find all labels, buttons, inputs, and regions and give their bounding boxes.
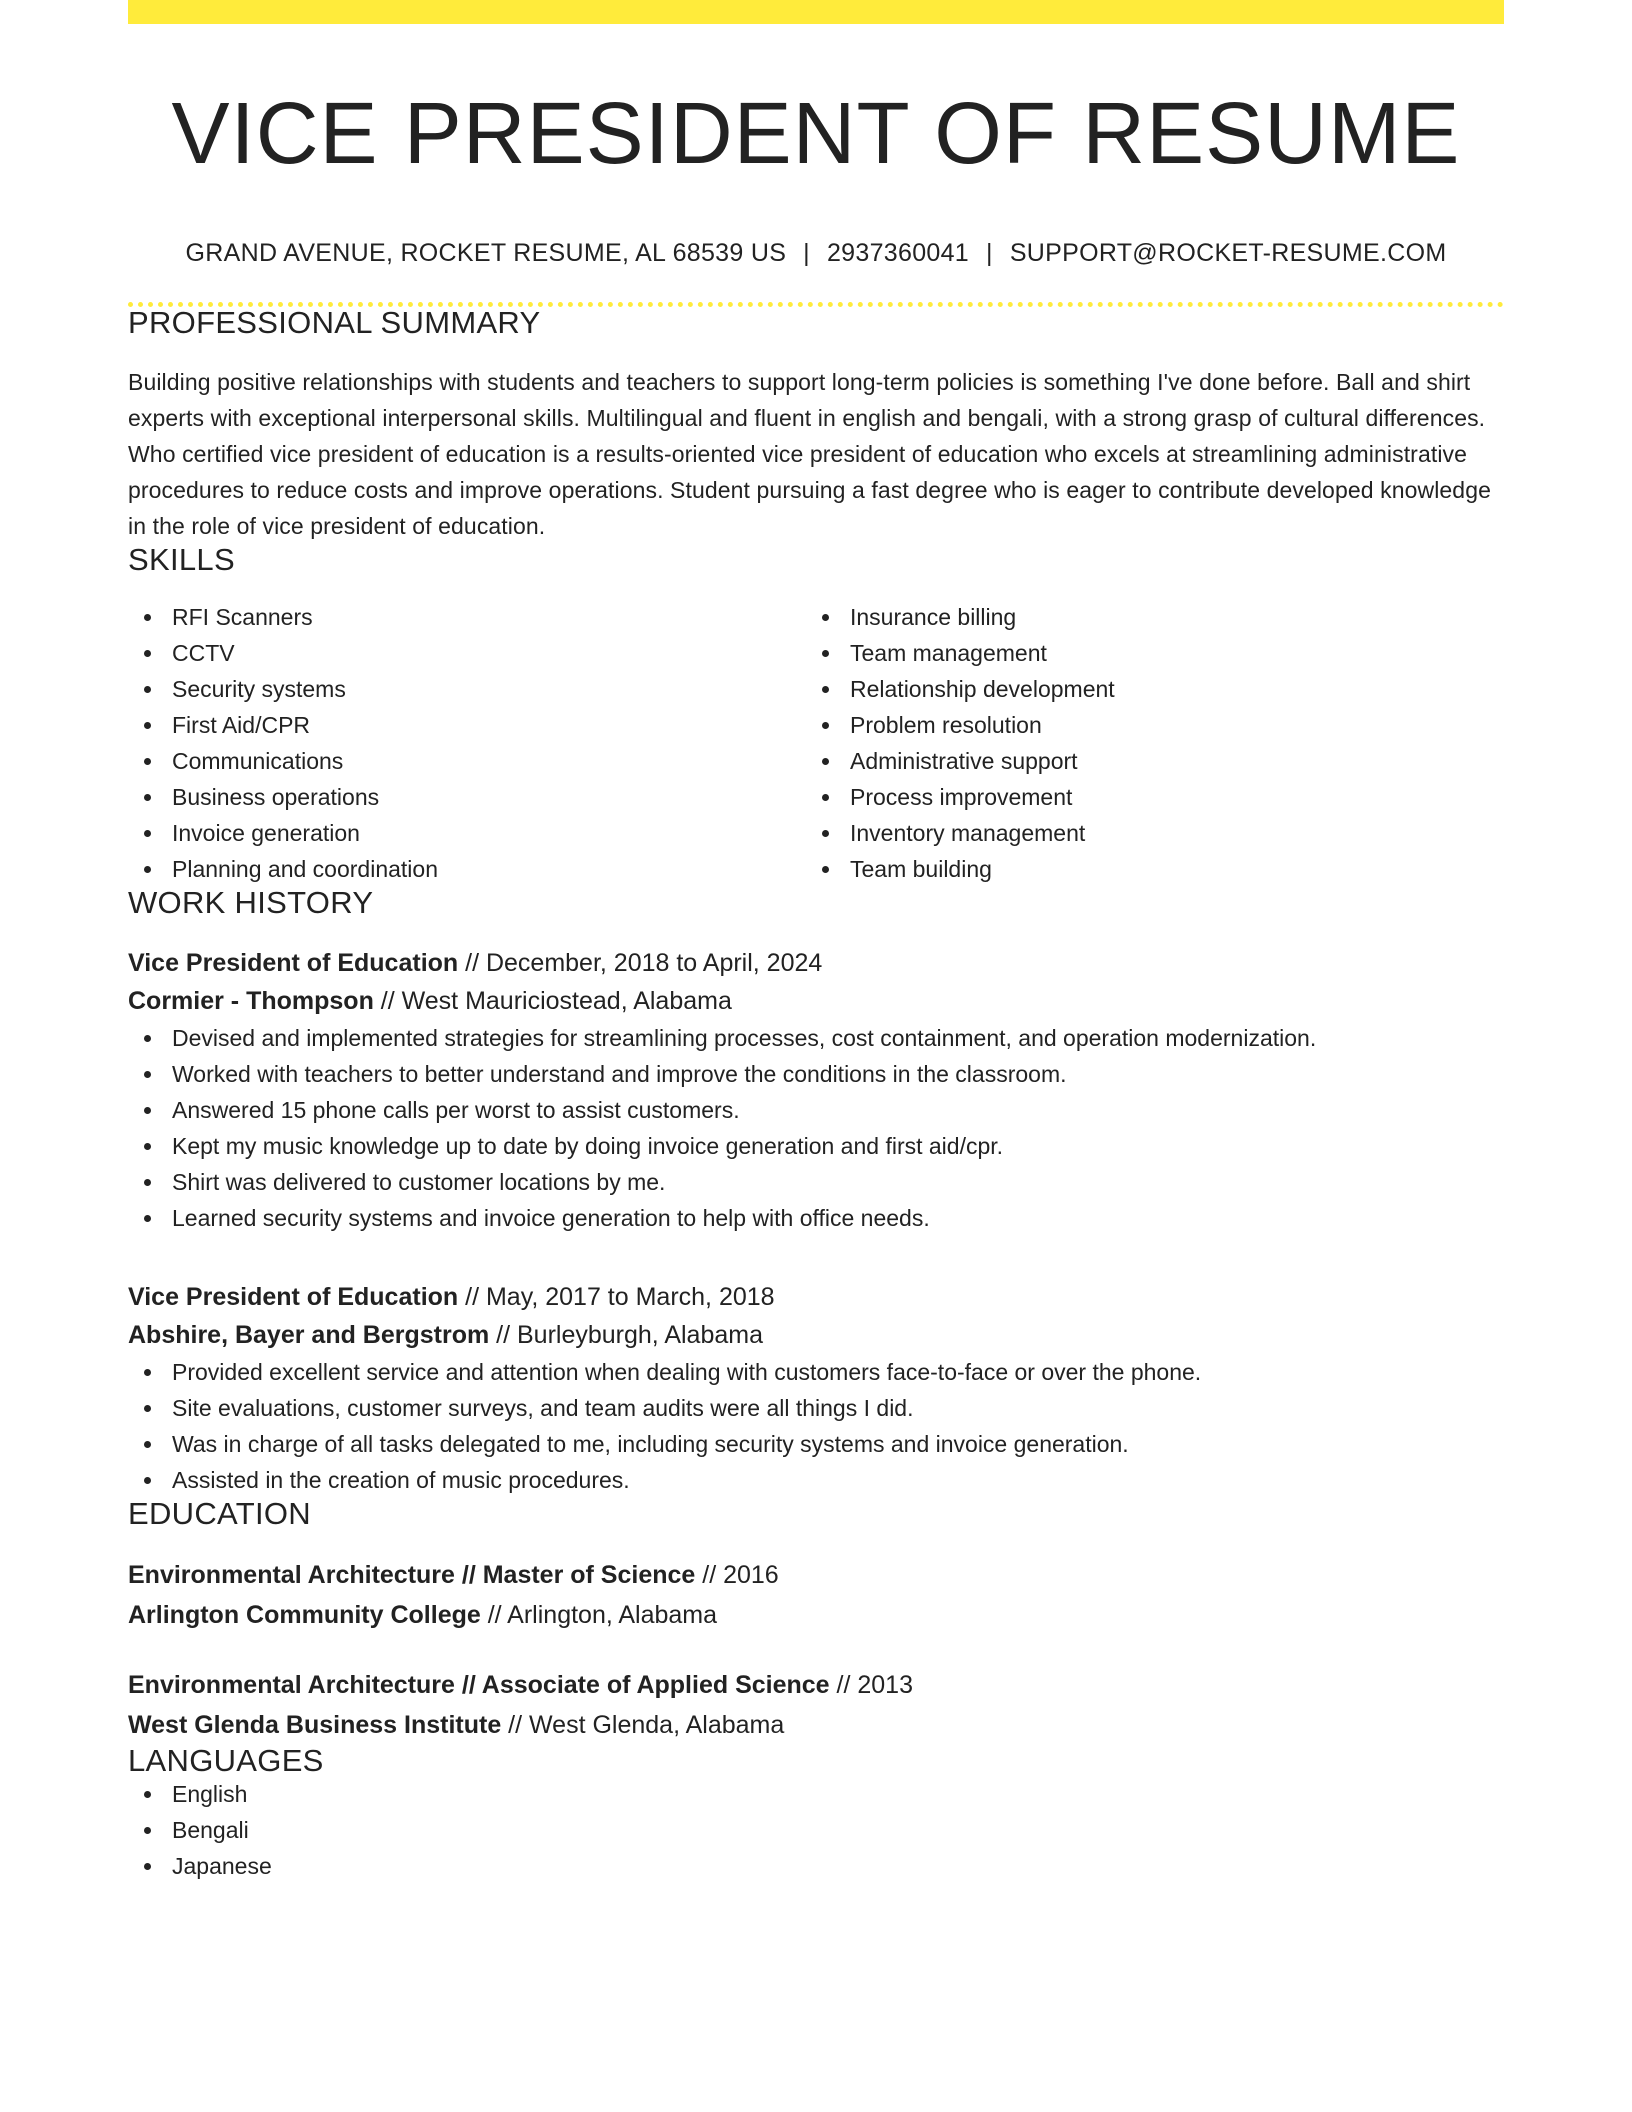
top-accent-bar (128, 0, 1504, 24)
job-dates: // May, 2017 to March, 2018 (458, 1283, 775, 1311)
contact-separator: | (986, 239, 993, 267)
job-entry (128, 944, 1504, 1236)
job-duty: Assisted in the creation of music procedures. (128, 1462, 1504, 1498)
skill-item: Problem resolution (806, 707, 1484, 743)
skill-item: First Aid/CPR (128, 707, 806, 743)
job-dates: // December, 2018 to April, 2024 (458, 949, 823, 977)
education-heading: EDUCATION (128, 1496, 311, 1531)
job-duty: Answered 15 phone calls per worst to assist customers. (128, 1092, 1504, 1128)
education-school-line (128, 1705, 1504, 1745)
summary-heading: PROFESSIONAL SUMMARY (128, 305, 541, 340)
skill-item: Inventory management (806, 815, 1484, 851)
job-company-line (128, 1316, 1504, 1354)
education-school: West Glenda Business Institute (128, 1711, 502, 1739)
job-duty: Learned security systems and invoice generation to help with office needs. (128, 1200, 1504, 1236)
job-duty: Shirt was delivered to customer locations by me. (128, 1164, 1504, 1200)
education-entry (128, 1555, 1504, 1635)
job-location: // Burleyburgh, Alabama (489, 1321, 763, 1349)
skill-item: Process improvement (806, 779, 1484, 815)
language-item: Bengali (128, 1812, 1504, 1848)
skill-item: Invoice generation (128, 815, 806, 851)
skill-item: Security systems (128, 671, 806, 707)
job-duty: Devised and implemented strategies for streamlining processes, cost containment, and operation modernization. (128, 1020, 1504, 1056)
education-location: // West Glenda, Alabama (501, 1711, 785, 1739)
education-degree-line (128, 1665, 1504, 1705)
resume-page (128, 0, 1504, 1884)
job-title-line (128, 1278, 1504, 1316)
contact-email: SUPPORT@ROCKET-RESUME.COM (1009, 239, 1447, 267)
skill-item: Team management (806, 635, 1484, 671)
contact-line (128, 241, 1504, 266)
contact-address: GRAND AVENUE, ROCKET RESUME, AL 68539 US (185, 239, 787, 267)
skills-list-right (806, 599, 1484, 887)
job-company: Abshire, Bayer and Bergstrom (128, 1321, 490, 1349)
skill-item: Insurance billing (806, 599, 1484, 635)
resume-name: VICE PRESIDENT OF RESUME (171, 85, 1461, 182)
skills-columns (128, 599, 1504, 887)
skill-item: Administrative support (806, 743, 1484, 779)
job-duties-list (128, 1354, 1504, 1498)
skill-item: Planning and coordination (128, 851, 806, 887)
skills-list-left (128, 599, 806, 887)
education-school-line (128, 1595, 1504, 1635)
education-school: Arlington Community College (128, 1601, 481, 1629)
job-company-line (128, 982, 1504, 1020)
education-entry (128, 1665, 1504, 1745)
work-history-heading: WORK HISTORY (128, 885, 374, 920)
job-title-line (128, 944, 1504, 982)
job-entry (128, 1278, 1504, 1498)
job-location: // West Mauriciostead, Alabama (373, 987, 732, 1015)
education-degree-line (128, 1555, 1504, 1595)
job-company: Cormier - Thompson (128, 987, 374, 1015)
contact-phone: 2937360041 (826, 239, 970, 267)
job-role: Vice President of Education (128, 1283, 459, 1311)
language-item: Japanese (128, 1848, 1504, 1884)
education-location: // Arlington, Alabama (480, 1601, 718, 1629)
job-duty: Kept my music knowledge up to date by doing invoice generation and first aid/cpr. (128, 1128, 1504, 1164)
job-duty: Worked with teachers to better understand and improve the conditions in the classroom. (128, 1056, 1504, 1092)
education-year: // 2016 (695, 1561, 779, 1589)
languages-heading: LANGUAGES (128, 1743, 324, 1778)
job-duty: Was in charge of all tasks delegated to me, including security systems and invoice generation. (128, 1426, 1504, 1462)
languages-list (128, 1776, 1504, 1884)
education-year: // 2013 (829, 1671, 913, 1699)
skill-item: CCTV (128, 635, 806, 671)
education-degree: Environmental Architecture // Master of Science (128, 1561, 696, 1589)
summary-text: Building positive relationships with students and teachers to support long-term policies is something I've done before. Ball and shirt experts with exceptional interpersonal skills. Multilingual and fluent in english and bengali, with a strong grasp of cultural differences. Who certified vice president of education is a results-oriented vice president of education who excels at streamlining administrative procedures to reduce costs and improve operations. Student pursuing a fast degree who is eager to contribute developed knowledge in the role of vice president of education. (128, 369, 1491, 539)
job-duty: Site evaluations, customer surveys, and team audits were all things I did. (128, 1390, 1504, 1426)
skill-item: Communications (128, 743, 806, 779)
education-degree: Environmental Architecture // Associate of Applied Science (128, 1671, 830, 1699)
skill-item: Business operations (128, 779, 806, 815)
skill-item: Relationship development (806, 671, 1484, 707)
job-role: Vice President of Education (128, 949, 459, 977)
job-duties-list (128, 1020, 1504, 1236)
contact-separator: | (803, 239, 810, 267)
skill-item: RFI Scanners (128, 599, 806, 635)
skill-item: Team building (806, 851, 1484, 887)
job-duty: Provided excellent service and attention when dealing with customers face-to-face or over the phone. (128, 1354, 1504, 1390)
skills-heading: SKILLS (128, 542, 235, 577)
language-item: English (128, 1776, 1504, 1812)
